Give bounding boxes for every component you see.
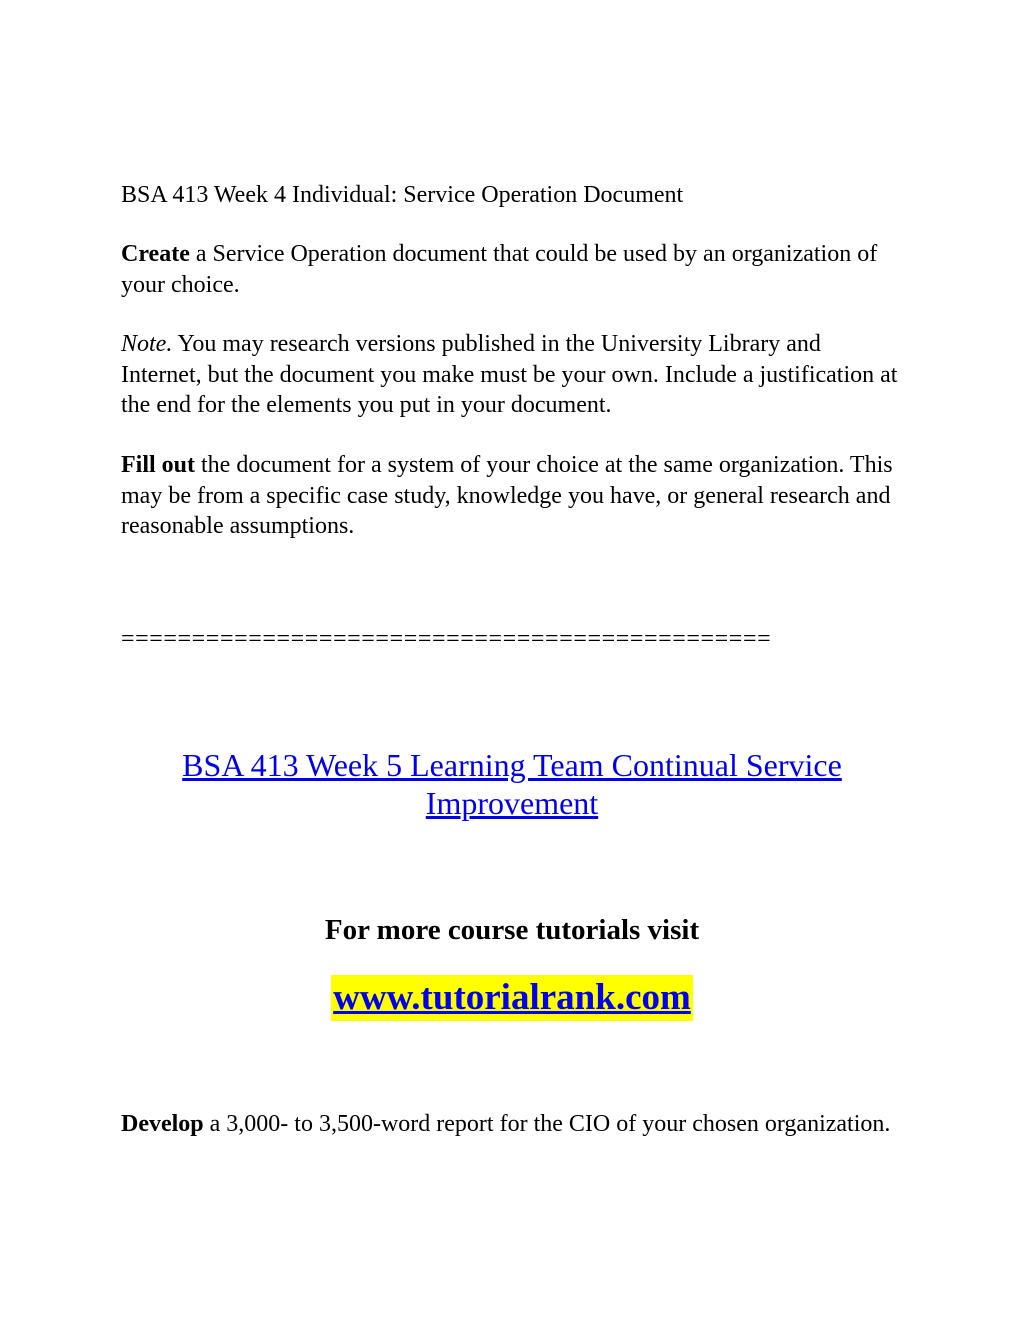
site-link-container — [0, 975, 1024, 1021]
title-text: BSA 413 Week 4 Individual: Service Operation Document — [121, 182, 684, 208]
visit-heading: For more course tutorials visit — [324, 914, 700, 946]
note-text: You may research versions published in the University Library and Internet, but the document you make must be your own. Include a justification at the end for the elements you put in your document. — [121, 331, 898, 418]
create-paragraph — [121, 239, 901, 300]
create-lead: Create — [121, 241, 190, 267]
develop-text: a 3,000- to 3,500-word report for the CIO of your chosen organization. — [203, 1111, 891, 1137]
note-paragraph — [121, 329, 901, 421]
fill-lead: Fill out — [121, 452, 196, 478]
note-lead: Note. — [121, 331, 173, 357]
fill-paragraph — [121, 450, 901, 542]
document-title — [121, 180, 901, 211]
develop-paragraph — [121, 1109, 901, 1140]
week5-link[interactable]: BSA 413 Week 5 Learning Team Continual Service Improvement — [182, 747, 842, 821]
fill-text: the document for a system of your choice at the same organization. This may be from a specific case study, knowledge you have, or general research and reasonable assumptions. — [121, 452, 893, 539]
develop-lead: Develop — [121, 1111, 204, 1137]
create-text: a Service Operation document that could be used by an organization of your choice. — [121, 241, 878, 298]
tutorialrank-link[interactable]: www.tutorialrank.com — [331, 975, 693, 1021]
divider-line: ============================================== — [121, 626, 772, 652]
